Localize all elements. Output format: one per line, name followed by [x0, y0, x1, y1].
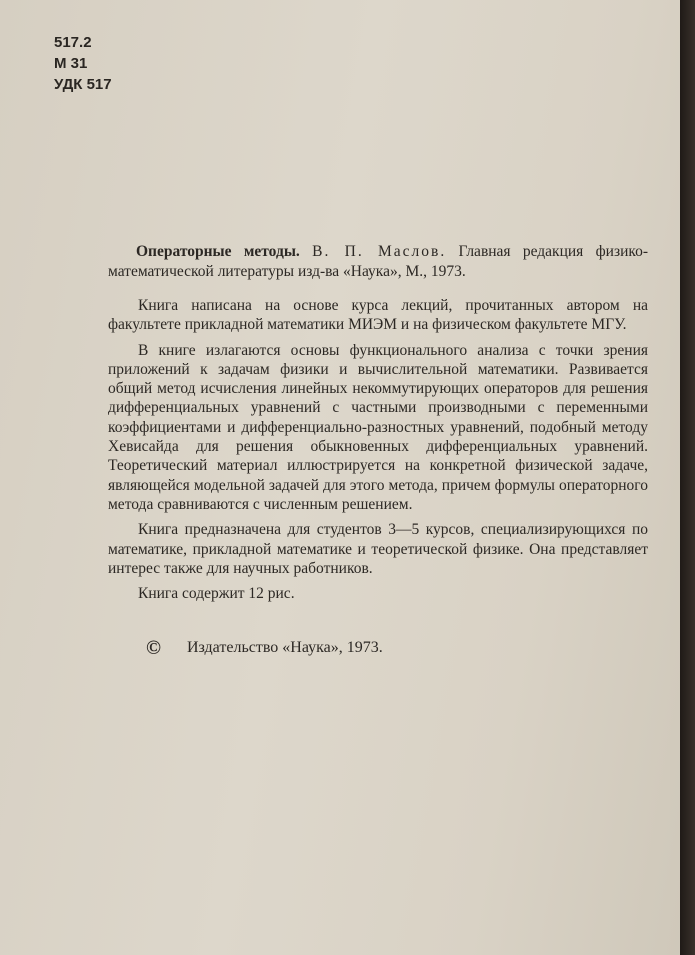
bbk-code: 517.2	[54, 34, 92, 51]
abstract	[108, 296, 648, 609]
bibliographic-annotation	[108, 242, 648, 282]
author-index: М 31	[54, 55, 88, 72]
paragraph-content: В книге излагаются основы функционального анализа с точки зрения приложений к задачам физики и вычислительной математики. Развивается общий метод исчисления линейных некоммутирующих операторов для решения дифференциальных уравнений с частными производными с переменными коэффициентами и дифференциально-разностных уравнений, подобный методу Хевисайда для решения обыкновенных дифференциальных уравнений. Теоретический материал иллюстрируется на конкретной физической задаче, являющейся модельной задачей для этого метода, причем формулы операторного метода сравниваются с численным решением.	[108, 341, 648, 513]
page-edge	[680, 0, 695, 955]
copyright-line	[146, 638, 383, 658]
copyright-text: Издательство «Наука», 1973.	[186, 639, 383, 656]
paragraph-audience: Книга предназначена для студентов 3—5 курсов, специализирующихся по математике, прикладной математике и теоретической физике. Она представляет интерес также для научных работников.	[108, 521, 648, 577]
publisher-info: Главная редакция физико-математической литературы изд-ва «Наука», М., 1973.	[108, 243, 649, 280]
catalog-codes	[54, 32, 112, 95]
udc-code: УДК 517	[54, 76, 112, 93]
paragraph-figures: Книга содержит 12 рис.	[138, 585, 295, 603]
copyright-symbol: ©	[146, 637, 161, 659]
paragraph-origin: Книга написана на основе курса лекций, прочитанных автором на факультете прикладной математики МИЭМ и на физическом факультете МГУ.	[108, 297, 648, 334]
book-author: В. П. Маслов.	[312, 243, 447, 260]
book-title: Операторные методы.	[136, 243, 300, 260]
